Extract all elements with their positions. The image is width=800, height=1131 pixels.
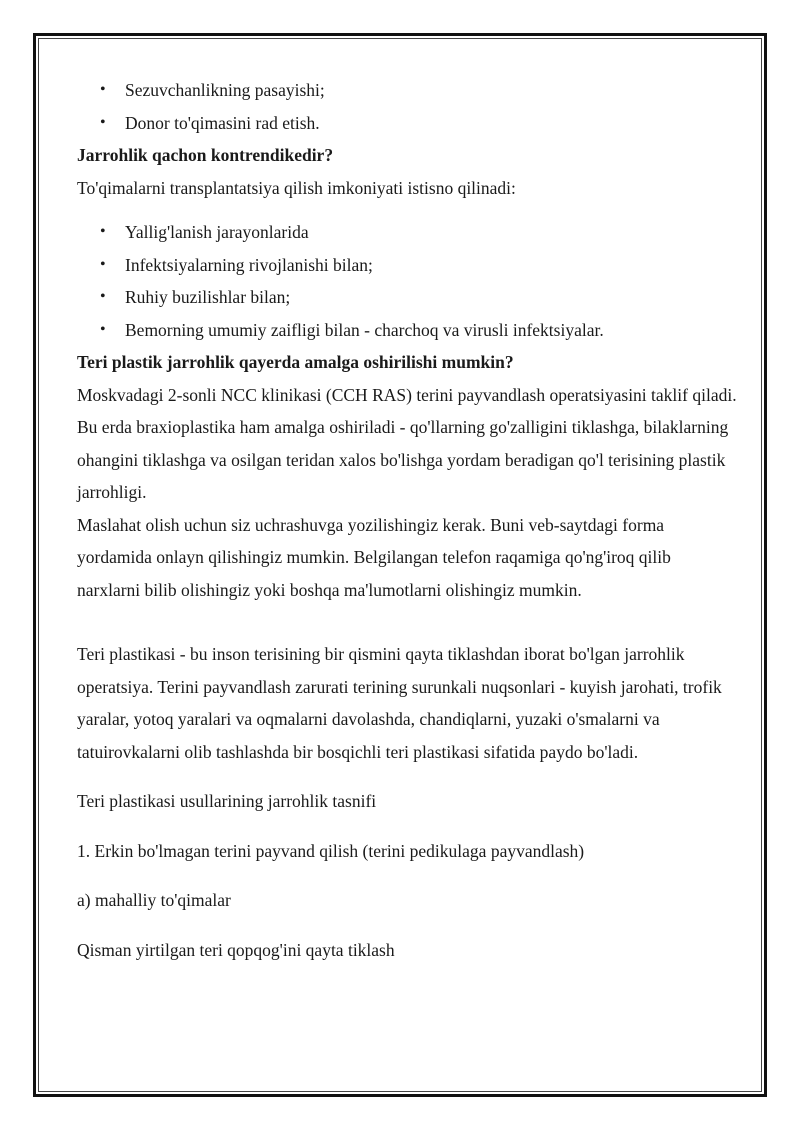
list-item: • Yallig'lanish jarayonlarida [77, 216, 737, 249]
section-heading: Jarrohlik qachon kontrendikedir? [77, 145, 334, 165]
paragraph: Teri plastikasi usullarining jarrohlik tasnifi [77, 791, 377, 811]
paragraph: a) mahalliy to'qimalar [77, 890, 231, 910]
paragraph: Maslahat olish uchun siz uchrashuvga yozilishingiz kerak. Buni veb-saytdagi forma yordamida onlayn qilishingiz mumkin. Belgilangan telefon raqamiga qo'ng'iroq qilib narxlarni bilib olishingiz yoki boshqa ma'lumotlarni olishingiz mumkin. [77, 514, 671, 600]
bullet-list-1 [77, 74, 737, 139]
list-item: • Bemorning umumiy zaifligi bilan - charchoq va virusli infektsiyalar. [77, 314, 737, 347]
paragraph: To'qimalarni transplantatsiya qilish imkoniyati istisno qilinadi: [77, 177, 516, 198]
document-body [77, 74, 737, 966]
section-heading: Teri plastik jarrohlik qayerda amalga oshirilishi mumkin? [77, 352, 514, 372]
paragraph: Teri plastikasi - bu inson terisining bir qismini qayta tiklashdan iborat bo'lgan jarrohlik operatsiya. Terini payvandlash zarurati terining surunkali nuqsonlari - kuyish jarohati, trofik yaralar, yotoq yaralari va oqmalarni davolashda, chandiqlarni, yuzaki o'smalarni va tatuirovkalarni olib tashlashda bir bosqichli teri plastikasi sifatida paydo bo'ladi. [77, 644, 722, 762]
paragraph: Moskvadagi 2-sonli NCC klinikasi (CCH RAS) terini payvandlash operatsiyasini taklif qiladi. Bu erda braxioplastika ham amalga oshiriladi - qo'llarning go'zalligini tiklashga, bilaklarning ohangini tiklashga va osilgan teridan xalos bo'lishga yordam beradigan qo'l terisining plastik jarrohligi. [77, 384, 737, 502]
list-item: • Sezuvchanlikning pasayishi; [77, 74, 737, 107]
bullet-list-2 [77, 216, 737, 346]
list-item: • Donor to'qimasini rad etish. [77, 107, 737, 140]
list-item: • Ruhiy buzilishlar bilan; [77, 281, 737, 314]
list-item: • Infektsiyalarning rivojlanishi bilan; [77, 249, 737, 282]
paragraph: 1. Erkin bo'lmagan terini payvand qilish (terini pedikulaga payvandlash) [77, 840, 585, 861]
paragraph: Qisman yirtilgan teri qopqog'ini qayta tiklash [77, 939, 395, 960]
